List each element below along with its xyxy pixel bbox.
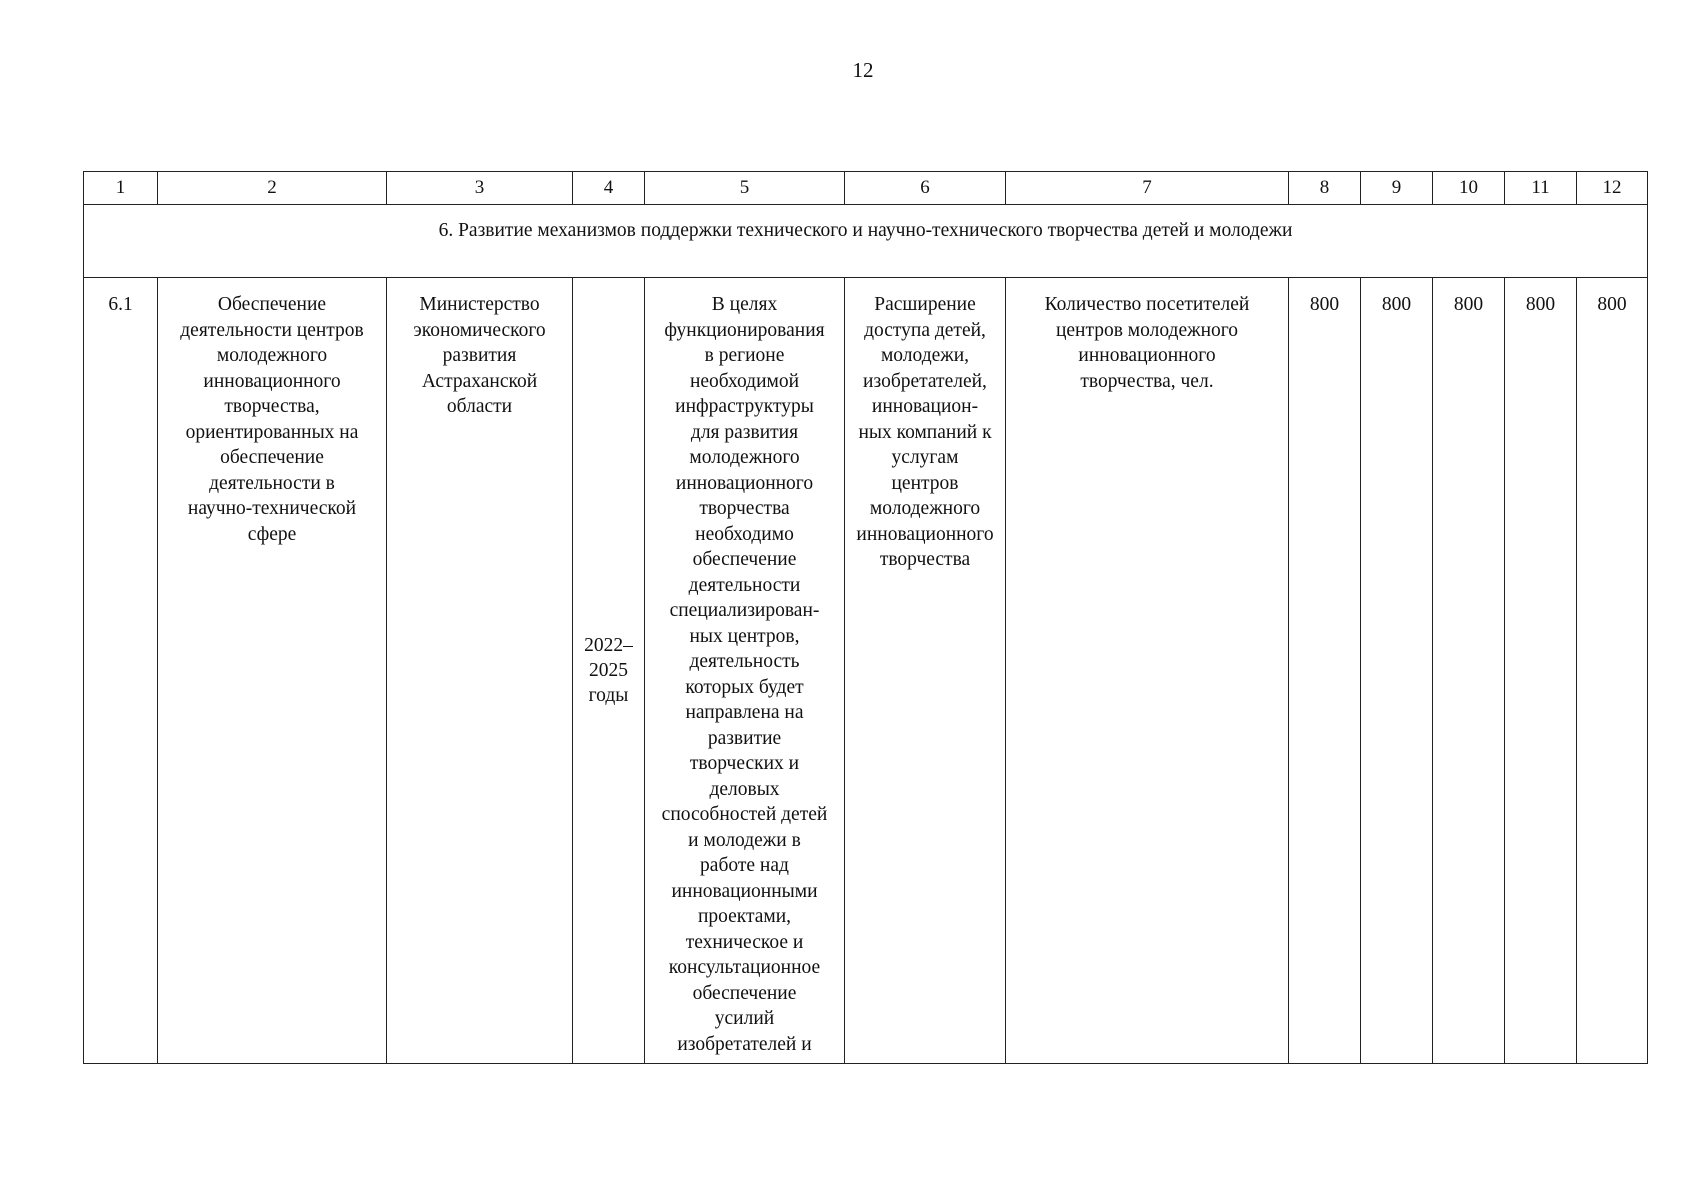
indicator-value: 800 bbox=[1597, 294, 1627, 315]
column-number: 10 bbox=[1433, 172, 1505, 205]
value-cell bbox=[1361, 278, 1433, 1064]
column-number: 2 bbox=[158, 172, 387, 205]
column-number: 11 bbox=[1505, 172, 1577, 205]
rationale-text: В целях функционирования в регионе необходимой инфраструктуры для развития молодежного инновационного творчества необходимо обеспечение деятельности специализирован- ных центров, деятельность которых будет направлена на развитие творческих и деловых способностей детей и молодежи в работе над инновационными проектами, техническое и консультационное обеспечение усилий изобретателей и bbox=[661, 294, 828, 1055]
column-number: 12 bbox=[1577, 172, 1648, 205]
value-cell bbox=[1433, 278, 1505, 1064]
section-row bbox=[84, 205, 1648, 278]
row-number: 6.1 bbox=[108, 294, 133, 315]
event-text: Обеспечение деятельности центров молодежного инновационного творчества, ориентированных на обеспечение деятельности в научно-технической сфере bbox=[180, 294, 364, 545]
value-cell bbox=[1505, 278, 1577, 1064]
value-cell bbox=[1289, 278, 1361, 1064]
column-number: 5 bbox=[645, 172, 845, 205]
rationale-cell bbox=[645, 278, 845, 1064]
period-text: 2022– 2025 годы bbox=[584, 635, 633, 706]
row-number-cell bbox=[84, 278, 158, 1064]
column-number: 1 bbox=[84, 172, 158, 205]
indicator-value: 800 bbox=[1453, 294, 1484, 315]
period-cell bbox=[573, 278, 645, 1064]
indicator-value: 800 bbox=[1525, 294, 1556, 315]
executor-text: Министерство экономического развития Астраханской области bbox=[413, 294, 546, 417]
executor-cell bbox=[387, 278, 573, 1064]
measures-table bbox=[83, 171, 1648, 1064]
table-row bbox=[84, 278, 1648, 1064]
indicator-value: 800 bbox=[1309, 294, 1340, 315]
indicator-cell bbox=[1006, 278, 1289, 1064]
column-number: 3 bbox=[387, 172, 573, 205]
column-number: 4 bbox=[573, 172, 645, 205]
indicator-value: 800 bbox=[1381, 294, 1412, 315]
column-number: 6 bbox=[845, 172, 1006, 205]
column-number-row bbox=[84, 172, 1648, 205]
column-number: 7 bbox=[1006, 172, 1289, 205]
value-cell bbox=[1577, 278, 1648, 1064]
section-title: 6. Развитие механизмов поддержки технического и научно-технического творчества детей и молодежи bbox=[84, 205, 1648, 278]
column-number: 8 bbox=[1289, 172, 1361, 205]
event-cell bbox=[158, 278, 387, 1064]
column-number: 9 bbox=[1361, 172, 1433, 205]
expected-result-text: Расширение доступа детей, молодежи, изобретателей, инновацион- ных компаний к услугам центров молодежного инновационного творчества bbox=[856, 294, 994, 570]
indicator-text: Количество посетителей центров молодежного инновационного творчества, чел. bbox=[1044, 294, 1250, 392]
page-number: 12 bbox=[852, 58, 874, 82]
expected-result-cell bbox=[845, 278, 1006, 1064]
